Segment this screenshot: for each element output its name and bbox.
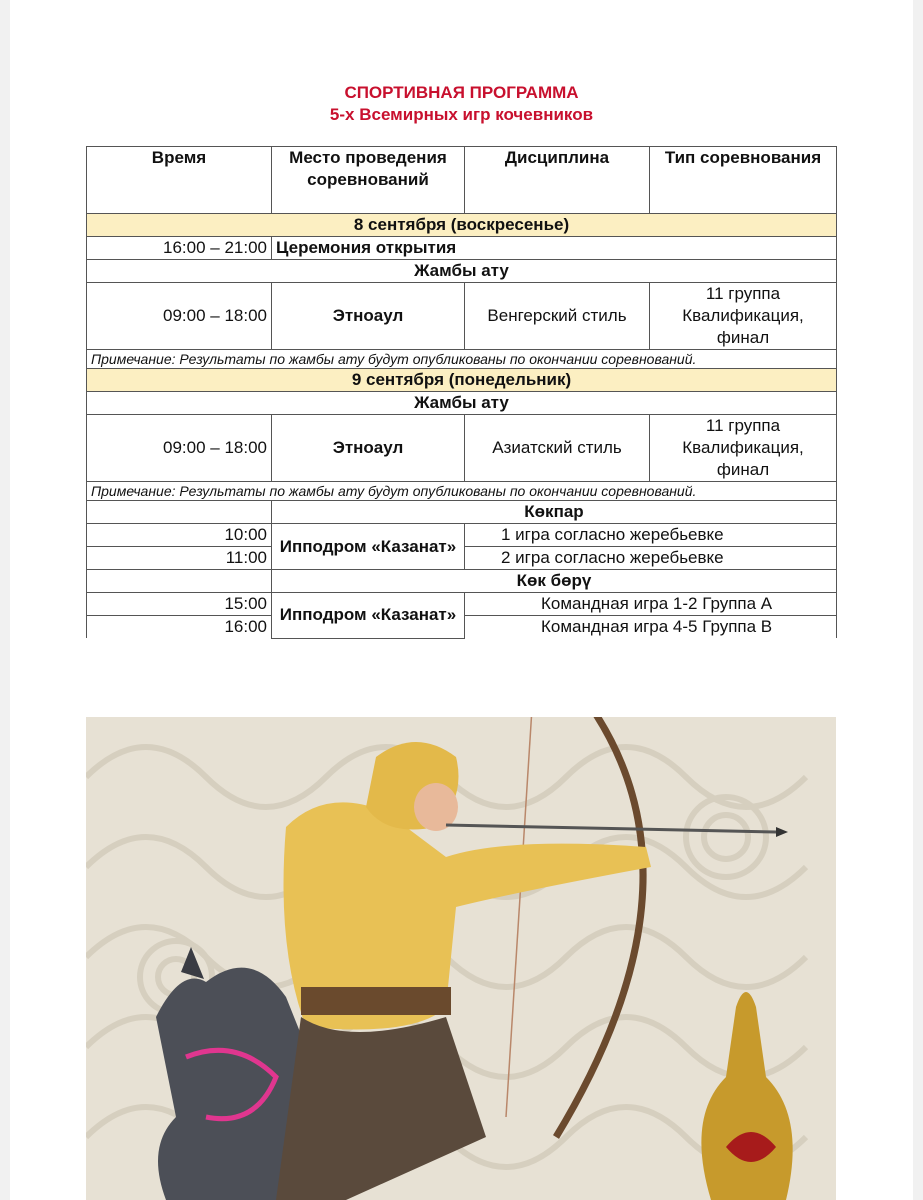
discipline-cell: Венгерский стиль [465,283,650,350]
discipline-row [87,501,837,524]
place-cell: Ипподром «Казанат» [272,593,465,639]
table-row [87,237,837,260]
note-row [87,482,837,501]
note-text: Примечание: Результаты по жамбы ату будут опубликованы по окончании соревнований. [87,482,837,501]
bowstring [506,717,534,1117]
place-cell: Этноаул [272,283,465,350]
discipline-label: Көкпар [272,501,837,524]
type-cell: 11 группа Квалификация, финал [650,283,837,350]
type-cell: 11 группа Квалификация, финал [650,415,837,482]
game-cell: Командная игра 1-2 Группа А [465,593,837,616]
empty-cell [87,570,272,593]
table-row [87,415,837,482]
header-discipline: Дисциплина [465,147,650,214]
discipline-label: Жамбы ату [87,392,837,415]
time-cell: 16:00 [87,616,272,639]
time-cell: 10:00 [87,524,272,547]
discipline-row [87,570,837,593]
arrow [446,825,776,832]
place-cell: Ипподром «Казанат» [272,524,465,570]
game-cell: 2 игра согласно жеребьевке [465,547,837,570]
place-cell: Этноаул [272,415,465,482]
header-place: Место проведения соревнований [272,147,465,214]
event-cell: Церемония открытия [272,237,837,260]
note-text: Примечание: Результаты по жамбы ату будут опубликованы по окончании соревнований. [87,350,837,369]
date-label: 9 сентября (понедельник) [87,369,837,392]
table-row [87,283,837,350]
date-row [87,214,837,237]
table-header-row [87,147,837,214]
time-cell: 15:00 [87,593,272,616]
time-cell: 16:00 – 21:00 [87,237,272,260]
page-title: СПОРТИВНАЯ ПРОГРАММА [344,83,579,102]
table-row [87,524,837,547]
empty-cell [87,501,272,524]
note-row [87,350,837,369]
date-row [87,369,837,392]
schedule-table [86,146,837,639]
discipline-row [87,260,837,283]
header-type: Тип соревнования [650,147,837,214]
date-label: 8 сентября (воскресенье) [87,214,837,237]
time-cell: 09:00 – 18:00 [87,283,272,350]
discipline-label: Жамбы ату [87,260,837,283]
game-cell: 1 игра согласно жеребьевке [465,524,837,547]
illustration-svg [86,717,836,1200]
discipline-label: Көк бөрү [272,570,837,593]
time-cell: 11:00 [87,547,272,570]
document-page [10,0,913,1200]
game-cell: Командная игра 4-5 Группа В [465,616,837,639]
discipline-cell: Азиатский стиль [465,415,650,482]
time-cell: 09:00 – 18:00 [87,415,272,482]
header-time: Время [87,147,272,214]
page-subtitle: 5-х Всемирных игр кочевников [329,105,594,124]
discipline-row [87,392,837,415]
golden-vessel [701,992,792,1200]
table-row [87,593,837,616]
horse-archer-illustration [86,717,836,1200]
